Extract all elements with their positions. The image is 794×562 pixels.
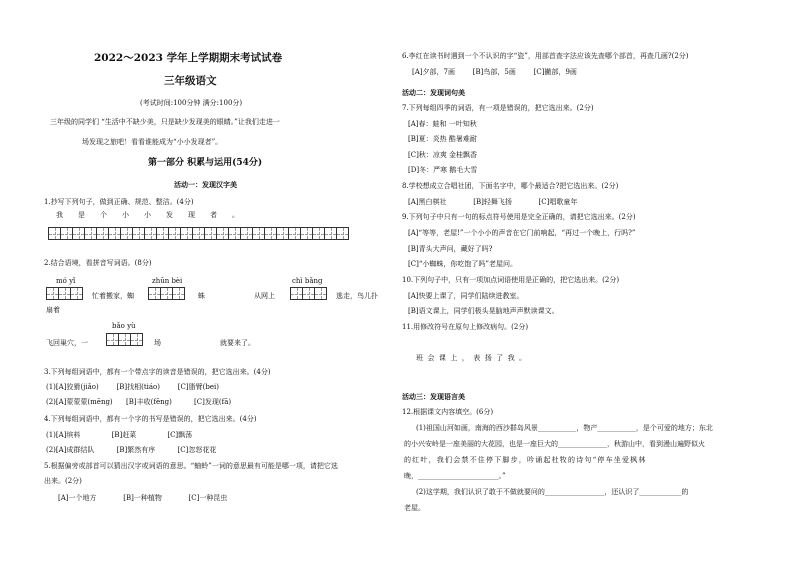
question-5-line-1: 5.根据偏旁或部首可以猜出汉字或词语的意思。“蚰蛉”一词的意思最有可能是哪一项，请把它选 [44,462,338,470]
question-2: 2.结合语境，看拼音写词语。(8分) [44,259,152,267]
q12-line-3[interactable]: 的红叶，我们会禁不住停下脚步，吟诵起杜牧的诗句“停车坐爱枫林 [404,456,647,464]
q9-option-c[interactable]: [C]“小蜘蛛，你吃饱了吗”老屋问。 [408,260,517,268]
intro-line-1: 三年级的同学们 “生活中不缺少美，只是缺少发现美的眼睛。”让我们走进一 [50,118,280,126]
q2-grid[interactable] [106,333,142,346]
q3-options-2[interactable]: (2)[A]蒙蒙蒙(mēng) [B]丰收(fēng) [C]发现(fā) [46,398,232,406]
q10-option-b[interactable]: [B]语文课上，同学们极头晃脑地声声默读课文。 [408,307,559,315]
q10-option-a[interactable]: [A]快要上课了，同学们陆续进教室。 [408,292,524,300]
q12-line-4[interactable]: 晚，_______________________。” [404,472,506,480]
q1-char: 现 [188,211,195,219]
activity2-heading: 活动二：发现词句美 [402,88,465,97]
q1-char: 者 [210,211,217,219]
intro-line-2: 场发现之旅吧！看看谁能成为“小小发现者”。 [82,138,223,146]
question-8: 8.学校想成立合唱社团，下面名字中，哪个最适合?把它选出来。(2分) [402,182,619,190]
q2-text: 逃走，鸟儿扑 [336,292,378,300]
q2-grid[interactable] [148,287,184,300]
q7-option-c[interactable]: [C]秋：凉爽 金桂飘香 [408,151,478,159]
q2-grid[interactable] [290,287,326,300]
q1-char: 个 [100,211,107,219]
q1-char: 小 [144,211,151,219]
question-1: 1.抄写下列句子，做到正确、规范、整洁。(4分) [44,198,194,206]
q1-char: 是 [78,211,85,219]
part1-heading: 第一部分 积累与运用(54分) [148,158,263,168]
q12-line-2[interactable]: 的小兴安岭是一座美丽的大花园，也是一座巨大的______________，秋游山中，看到漫山遍野似火 [404,440,705,448]
q9-option-a[interactable]: [A]“等等，老屋!”一个小小的声音在它门前响起，“再过一个晚上，行吗?” [408,229,636,237]
exam-title: 2022～2023 学年上学期期末考试试卷 [94,52,283,64]
question-3: 3.下列每组词语中，都有一个带点字的读音是错误的，把它选出来。(4分) [44,368,271,376]
q1-char: 发 [166,211,173,219]
q2-text: 蛛 [198,292,205,300]
q1-char: 。 [232,211,239,219]
activity3-heading: 活动三：发现语言美 [402,392,465,401]
q2-pinyin: bǎo yù [112,322,136,330]
question-4: 4.下列每组词语中，都有一个字的书写是错误的，把它选出来。(4分) [44,415,257,423]
q1-writing-grid[interactable] [48,227,348,240]
q1-char: 我 [56,211,63,219]
question-5-line-2: 出来。(2分) [44,477,82,485]
q11-sentence[interactable]: 班 会 课 上 ， 表 扬 了 我 。 [416,354,527,362]
q7-option-d[interactable]: [D]冬：严寒 鹅毛大雪 [408,166,478,174]
q12-line-1[interactable]: (1)祖国山河如画，南海的西沙群岛风景___________，物产___________，是个可爱的地方；东北 [416,424,713,432]
question-11: 11.用修改符号在原句上修改病句。(2分) [402,323,529,331]
q1-char: 小 [122,211,129,219]
activity1-heading: 活动一：发现汉字美 [174,180,237,189]
question-10: 10.下列句子中，只有一项加点词语使用是正确的，把它选出来。(2分) [402,276,620,284]
q12-line-5[interactable]: (2)这学期，我们认识了敢于不做就要问的_________________，还认识了____________的 [416,488,689,496]
q7-option-b[interactable]: [B]夏：炎热 酷暑难耐 [408,135,477,143]
q2-pinyin: zhūn bèi [152,277,183,285]
q8-options[interactable]: [A]黑白棋社 [B]轻舞飞扬 [C]唱歌童年 [408,198,578,206]
q2-text: 飞回巢穴，一 [46,339,88,347]
q7-option-a[interactable]: [A]春：蛙和 一叶知秋 [408,120,477,128]
question-12: 12.根据课文内容填空。(6分) [402,408,494,416]
question-7: 7.下列每组四季的词语，有一项是错误的，把它选出来。(2分) [402,104,594,112]
q3-options-1[interactable]: (1)[A]狡猾(jiǎo) [B]找相(tiáo) [C]脂臂(bei) [46,383,219,391]
q2-text: 忙着搬家，蜘 [92,292,134,300]
q2-pinyin: mó yǐ [56,277,76,285]
q2-text: 扇着 [46,306,60,314]
q4-options-1[interactable]: (1)[A]缤料 [B]赶菜 [C]飘荡 [46,431,193,439]
q5-options[interactable]: [A]一个地方 [B]一种植物 [C]一种昆虫 [58,494,228,502]
question-6: 6.李红在读书时遇到一个不认识的字“瓷”，用部首查字法应该先查哪个部首，再查几画?(2分) [402,52,689,60]
q2-text: 场 [154,339,161,347]
exam-info: (考试时间:100分钟 满分:100分) [140,99,243,107]
q12-line-6[interactable]: 老屋。 [404,504,425,512]
q1-char-row [56,211,254,220]
q6-options[interactable]: [A]夕部，7画 [B]鸟部，5画 [C]撇部，9画 [412,68,577,76]
exam-subject: 三年级语文 [164,75,217,87]
q2-text: 从网上 [254,292,275,300]
q9-option-b[interactable]: [B]青头大声问，藏好了吗? [408,245,493,253]
q2-grid[interactable] [46,287,82,300]
question-9: 9.下列句子中只有一句的标点符号使用是完全正确的，请把它选出来。(2分) [402,213,636,221]
q2-pinyin: chì bǎng [292,277,323,285]
q2-text: 就要来了。 [220,339,255,347]
q4-options-2[interactable]: (2)[A]成群结队 [B]繁然有序 [C]忽怒花花 [46,446,217,454]
